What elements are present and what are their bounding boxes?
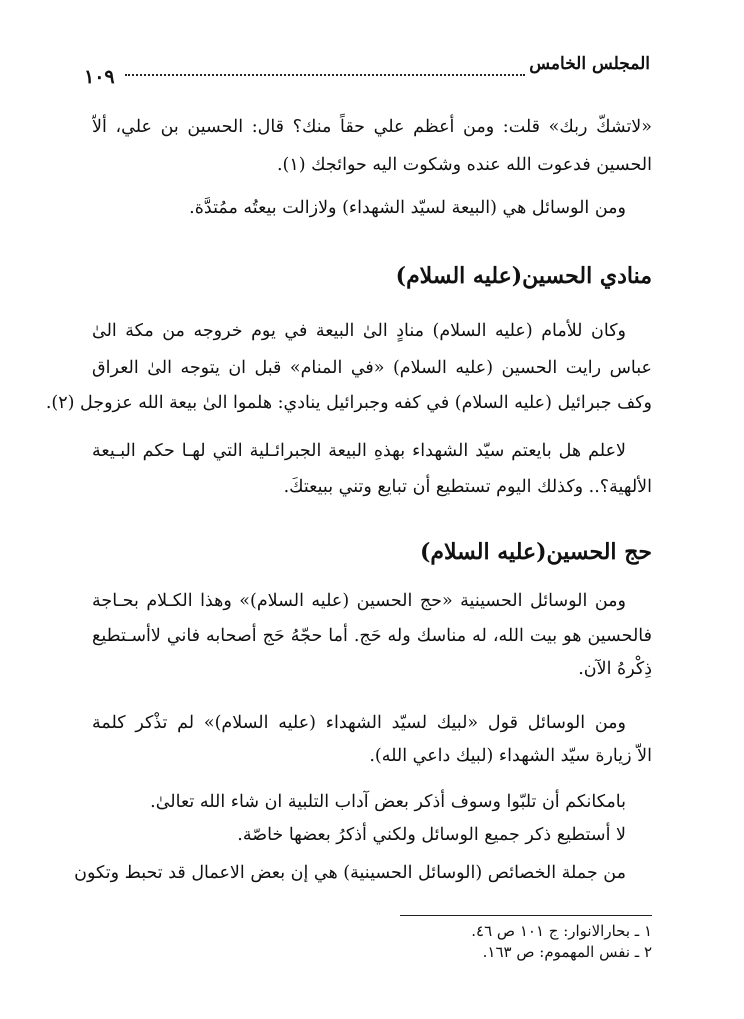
text-line: الألهية؟.. وكذلك اليوم تستطيع أن تبايع وتني ببيعتكَ. (283, 477, 652, 497)
text-line: الحسين فدعوت الله عنده وشكوت اليه حوائجك (١). (276, 155, 652, 175)
text-line: ومن الوسائل الحسينية «حج الحسين (عليه السلام)» وهذا الكـلام بحـاجة (92, 591, 626, 611)
text-line: «لاتشكّ ربك» قلت: ومن أعظم علي حقاً منك؟ قال: الحسين بن علي، ألاّ (92, 117, 652, 137)
section-heading: منادي الحسين(عليه السلام) (395, 263, 652, 289)
running-header-title: المجلس الخامس (529, 54, 650, 74)
footnote: ٢ ـ نفس المهموم: ص ١٦٣. (482, 943, 652, 961)
text-line: فالحسين هو بيت الله، له مناسك وله حَج. أما حجّهُ حَج أصحابه فاني لاأسـتطيع (92, 626, 652, 646)
text-line: عباس رايت الحسين (عليه السلام) «في المنام» قبل ان يتوجه الىٰ العراق (92, 358, 652, 378)
text-line: ومن الوسائل هي (البيعة لسيّد الشهداء) ولازالت بيعتُه ممُتدَّة. (189, 198, 626, 218)
text-line: من جملة الخصائص (الوسائل الحسينية) هي إن بعض الاعمال قد تحبط وتكون (74, 863, 626, 883)
text-line: بامكانكم أن تلبّوا وسوف أذكر بعض آداب التلبية ان شاء الله تعالىٰ. (150, 792, 626, 812)
header-dot-leader (125, 58, 525, 76)
text-line: لا أستطيع ذكر جميع الوسائل ولكني أذكرُ بعضها خاصّة. (237, 825, 626, 845)
text-line: الاّ زيارة سيّد الشهداء (لبيك داعي الله). (369, 746, 652, 766)
section-heading: حج الحسين(عليه السلام) (420, 539, 652, 565)
footnote: ١ ـ بحارالانوار: ج ١٠١ ص ٤٦. (471, 922, 652, 940)
text-line: ومن الوسائل قول «لبيك لسيّد الشهداء (عليه السلام)» لم تذْكر كلمة (92, 713, 626, 733)
footnote-separator (400, 915, 652, 916)
text-line: وكف جبرائيل (عليه السلام) في كفه وجبرائيل ينادي: هلموا الىٰ بيعة الله عزوجل (٢). (45, 393, 652, 413)
text-line: ذِكْرهُ الآن. (578, 659, 652, 679)
page-number: ١٠٩ (84, 66, 115, 88)
text-line: وكان للأمام (عليه السلام) منادٍ الىٰ البيعة في يوم خروجه من مكة الىٰ (92, 321, 626, 341)
text-line: لاعلم هل بايعتم سيّد الشهداء بهذهِ البيعة الجبرائـلية التي لهـا حكم البـيعة (92, 441, 626, 461)
